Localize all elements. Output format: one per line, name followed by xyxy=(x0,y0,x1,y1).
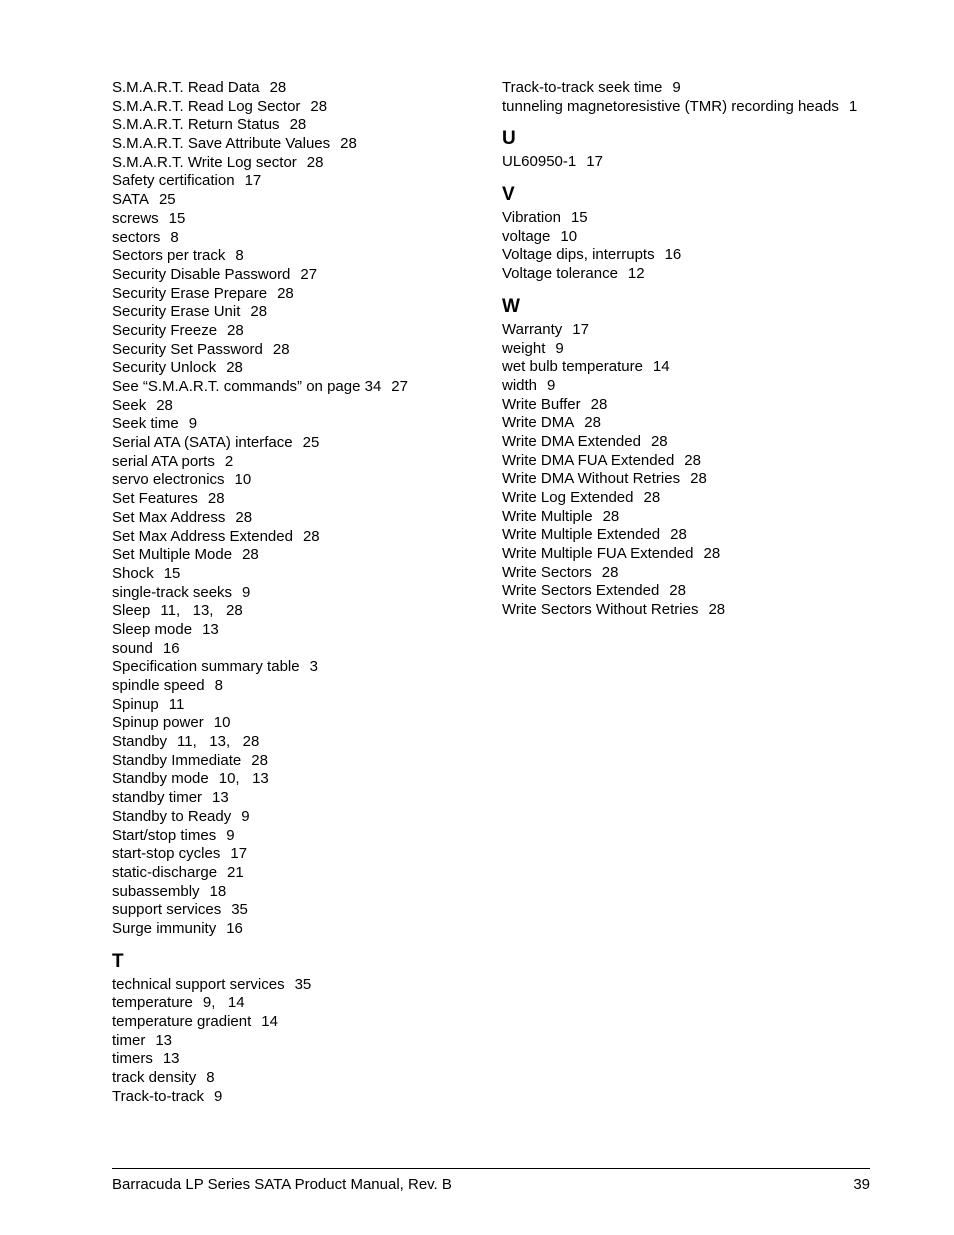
index-entry xyxy=(112,172,482,191)
index-term: S.M.A.R.T. Read Data xyxy=(112,79,260,96)
index-term: timers xyxy=(112,1050,153,1068)
index-entry xyxy=(502,98,882,117)
index-page-ref: 12 xyxy=(627,265,645,283)
index-entry xyxy=(112,640,482,659)
index-page-ref: 9 xyxy=(226,826,235,844)
index-term: static-discharge xyxy=(112,863,218,881)
index-entry xyxy=(502,396,882,415)
index-entry xyxy=(112,303,482,322)
index-term: S.M.A.R.T. Save Attribute Values xyxy=(112,135,331,153)
index-term: Write Multiple FUA Extended xyxy=(502,545,694,563)
index-term: support services xyxy=(112,901,222,919)
index-entry xyxy=(112,770,482,789)
index-entry xyxy=(502,377,882,396)
index-term: sectors xyxy=(112,228,161,246)
index-term: standby timer xyxy=(112,789,203,807)
index-page-ref: 28 xyxy=(590,395,608,413)
index-entry xyxy=(502,246,882,265)
index-page-ref: 10 xyxy=(234,471,252,489)
index-page-ref: 28 xyxy=(306,153,324,171)
index-page-ref: 9 xyxy=(672,79,681,96)
index-page-ref: 28 xyxy=(156,396,173,414)
index-entry xyxy=(112,901,482,920)
index-entry xyxy=(502,228,882,247)
index-page-ref: 10, 13 xyxy=(218,770,269,788)
index-entry xyxy=(112,490,482,509)
index-entry xyxy=(112,229,482,248)
index-term: Safety certification xyxy=(112,172,235,190)
index-term: Security Unlock xyxy=(112,359,217,377)
index-term: Spinup power xyxy=(112,714,204,732)
index-page-ref: 25 xyxy=(158,191,176,209)
index-term: Set Features xyxy=(112,490,198,508)
index-entry xyxy=(502,582,882,601)
index-page-ref: 9 xyxy=(555,339,564,357)
index-entry xyxy=(112,341,482,360)
index-entry xyxy=(112,528,482,547)
index-term: See “S.M.A.R.T. commands” on page 34 xyxy=(112,378,382,395)
index-entry xyxy=(502,321,882,340)
index-letter-heading: T xyxy=(112,950,124,972)
index-page-ref: 17 xyxy=(586,153,603,171)
index-column-right xyxy=(502,79,882,620)
index-entry xyxy=(112,677,482,696)
index-page-ref: 15 xyxy=(570,209,588,227)
index-page-ref: 10 xyxy=(560,227,578,245)
index-entry xyxy=(112,546,482,565)
index-term: Warranty xyxy=(502,320,563,338)
index-page-ref: 18 xyxy=(209,882,227,900)
index-term: Sleep xyxy=(112,602,151,620)
index-page-ref: 28 xyxy=(269,79,287,96)
index-entry xyxy=(112,752,482,771)
index-page-ref: 28 xyxy=(684,451,701,469)
index-page-ref: 28 xyxy=(690,470,707,488)
index-page-ref: 27 xyxy=(300,265,318,283)
index-term: Set Max Address Extended xyxy=(112,527,293,545)
index-page-ref: 28 xyxy=(289,116,307,134)
index-page-ref: 16 xyxy=(162,639,180,657)
index-page-ref: 13 xyxy=(202,620,219,638)
index-page-ref: 3 xyxy=(309,658,318,676)
index-entry xyxy=(112,808,482,827)
index-entry xyxy=(112,1032,482,1051)
index-letter-heading: U xyxy=(502,128,516,150)
index-page-ref: 21 xyxy=(227,863,244,881)
index-entry xyxy=(502,545,882,564)
index-term: wet bulb temperature xyxy=(502,358,643,376)
index-term: temperature gradient xyxy=(112,1013,252,1030)
index-page-ref: 8 xyxy=(206,1069,215,1087)
index-entry xyxy=(502,433,882,452)
index-entry xyxy=(112,976,482,995)
index-page-ref: 13 xyxy=(155,1031,173,1049)
index-term: timer xyxy=(112,1031,146,1049)
index-entry xyxy=(502,358,882,377)
index-term: Standby to Ready xyxy=(112,807,232,825)
index-entry xyxy=(112,397,482,416)
index-entry xyxy=(112,98,482,117)
index-page-ref: 16 xyxy=(226,919,243,937)
index-entry xyxy=(112,509,482,528)
index-entry xyxy=(112,285,482,304)
index-page-ref: 27 xyxy=(391,378,408,395)
index-term: screws xyxy=(112,209,159,227)
index-term: Write Multiple xyxy=(502,507,593,525)
index-entry xyxy=(502,526,882,545)
index-entry xyxy=(502,508,882,527)
index-page-ref: 25 xyxy=(302,434,320,452)
index-entry xyxy=(502,153,882,172)
index-entry xyxy=(112,453,482,472)
index-entry xyxy=(112,210,482,229)
index-term: S.M.A.R.T. Return Status xyxy=(112,116,280,134)
index-page-ref: 8 xyxy=(170,228,179,246)
index-term: servo electronics xyxy=(112,471,225,489)
index-column-left xyxy=(112,79,482,1106)
index-page-ref: 28 xyxy=(227,321,244,339)
index-page-ref: 28 xyxy=(302,527,320,545)
index-page-ref: 28 xyxy=(242,546,259,564)
index-page-ref: 8 xyxy=(235,247,244,265)
index-entry xyxy=(502,340,882,359)
index-page-ref: 28 xyxy=(226,359,243,377)
index-page-ref: 15 xyxy=(163,564,181,582)
index-entry xyxy=(112,733,482,752)
index-term: Write Sectors Extended xyxy=(502,582,660,600)
index-term: Set Multiple Mode xyxy=(112,546,233,564)
index-entry xyxy=(502,265,882,284)
index-page-ref: 28 xyxy=(703,545,721,563)
footer-title: Barracuda LP Series SATA Product Manual, Rev. B xyxy=(112,1176,452,1193)
index-term: Set Max Address xyxy=(112,508,226,526)
index-entry xyxy=(502,452,882,471)
index-entry xyxy=(112,434,482,453)
index-page-ref: 28 xyxy=(602,507,620,525)
index-page-ref: 28 xyxy=(650,432,668,450)
index-entry xyxy=(502,601,882,620)
index-term: Security Disable Password xyxy=(112,265,291,283)
index-term: temperature xyxy=(112,994,193,1012)
index-entry xyxy=(112,864,482,883)
index-term: subassembly xyxy=(112,882,200,900)
index-term: Write DMA Without Retries xyxy=(502,470,681,488)
index-term: Track-to-track seek time xyxy=(502,79,663,96)
index-entry xyxy=(502,489,882,508)
index-page-ref: 28 xyxy=(340,135,357,153)
index-entry xyxy=(112,789,482,808)
index-term: Write DMA xyxy=(502,414,575,432)
index-term: Write Sectors xyxy=(502,563,592,581)
index-entry xyxy=(112,565,482,584)
index-term: Write DMA FUA Extended xyxy=(502,451,675,469)
index-page-ref: 11, 13, 28 xyxy=(160,602,243,620)
index-page-ref: 9 xyxy=(547,376,556,394)
index-entry xyxy=(502,414,882,433)
index-entry xyxy=(112,658,482,677)
index-entry xyxy=(112,79,482,98)
index-page-ref: 17 xyxy=(230,845,248,863)
index-term: Specification summary table xyxy=(112,658,300,676)
index-term: Security Freeze xyxy=(112,321,218,339)
index-page-ref: 14 xyxy=(261,1013,278,1030)
index-term: technical support services xyxy=(112,975,285,993)
footer-page-number: 39 xyxy=(853,1176,870,1193)
index-term: Security Set Password xyxy=(112,340,263,358)
index-page-ref: 9 xyxy=(213,1087,223,1105)
index-page-ref: 16 xyxy=(664,246,682,264)
index-term: Write Sectors Without Retries xyxy=(502,601,699,619)
index-page-ref: 2 xyxy=(224,452,234,470)
index-page-ref: 8 xyxy=(214,677,223,694)
index-page-ref: 1 xyxy=(848,97,858,115)
index-entry xyxy=(112,714,482,733)
index-term: S.M.A.R.T. Read Log Sector xyxy=(112,97,301,115)
index-term: weight xyxy=(502,339,546,357)
index-term: start-stop cycles xyxy=(112,845,221,863)
index-entry xyxy=(112,1088,482,1107)
index-page-ref: 28 xyxy=(669,582,686,600)
index-page-ref: 14 xyxy=(652,358,670,376)
index-page-ref: 28 xyxy=(708,601,726,619)
index-page-ref: 35 xyxy=(294,975,312,993)
index-page-ref: 28 xyxy=(207,490,225,508)
index-term: width xyxy=(502,376,538,394)
index-page-ref: 28 xyxy=(310,97,328,115)
index-page-ref: 28 xyxy=(670,526,687,544)
index-page-ref: 28 xyxy=(250,303,268,321)
index-term: Serial ATA (SATA) interface xyxy=(112,434,293,452)
index-page-ref: 28 xyxy=(643,489,661,506)
index-term: Seek time xyxy=(112,415,179,433)
index-entry xyxy=(112,247,482,266)
index-page-ref: 28 xyxy=(235,508,253,526)
index-term: Shock xyxy=(112,564,154,582)
index-term: voltage xyxy=(502,227,551,245)
index-page-ref: 35 xyxy=(231,901,248,919)
index-term: Vibration xyxy=(502,209,561,227)
index-page-ref: 28 xyxy=(601,563,619,581)
index-entry xyxy=(502,209,882,228)
index-letter-heading: W xyxy=(502,295,520,317)
index-term: Sectors per track xyxy=(112,247,226,265)
index-term: Security Erase Prepare xyxy=(112,284,268,302)
index-entry xyxy=(112,266,482,285)
index-term: Start/stop times xyxy=(112,826,217,844)
footer-divider xyxy=(112,1168,870,1169)
index-entry xyxy=(112,359,482,378)
index-page-ref: 17 xyxy=(244,172,262,190)
index-term: track density xyxy=(112,1069,197,1087)
index-entry xyxy=(112,1050,482,1069)
index-entry xyxy=(112,845,482,864)
index-page-ref: 13 xyxy=(212,789,229,807)
index-term: Standby Immediate xyxy=(112,751,242,769)
index-term: Sleep mode xyxy=(112,620,193,638)
index-term: Seek xyxy=(112,396,147,414)
index-page-ref: 9 xyxy=(188,415,198,433)
index-term: Standby mode xyxy=(112,770,209,788)
index-page-ref: 9 xyxy=(242,583,251,601)
index-entry xyxy=(112,322,482,341)
index-entry xyxy=(112,378,482,397)
index-page-ref: 28 xyxy=(584,414,601,432)
index-entry xyxy=(112,135,482,154)
index-term: SATA xyxy=(112,191,149,209)
index-entry xyxy=(112,154,482,173)
index-entry xyxy=(112,191,482,210)
index-term: sound xyxy=(112,639,153,657)
index-term: Spinup xyxy=(112,695,159,713)
index-term: Track-to-track xyxy=(112,1087,204,1105)
index-entry xyxy=(112,116,482,135)
index-page-ref: 11, 13, 28 xyxy=(177,733,260,751)
index-page-ref: 15 xyxy=(168,209,186,227)
index-entry xyxy=(112,471,482,490)
index-page-ref: 9 xyxy=(241,807,250,825)
index-term: Write Log Extended xyxy=(502,489,634,506)
index-entry xyxy=(112,920,482,939)
index-page-ref: 28 xyxy=(251,751,268,769)
index-page-ref: 13 xyxy=(162,1050,180,1068)
index-entry xyxy=(112,415,482,434)
index-entry xyxy=(112,1013,482,1032)
index-term: tunneling magnetoresistive (TMR) recording heads xyxy=(502,97,839,115)
index-term: Write DMA Extended xyxy=(502,432,641,450)
index-term: serial ATA ports xyxy=(112,452,215,470)
index-entry xyxy=(112,602,482,621)
index-entry xyxy=(112,584,482,603)
index-entry xyxy=(112,994,482,1013)
index-entry xyxy=(112,621,482,640)
index-page-ref: 17 xyxy=(572,320,589,338)
index-term: Voltage tolerance xyxy=(502,265,618,283)
index-term: spindle speed xyxy=(112,677,205,694)
index-term: Voltage dips, interrupts xyxy=(502,246,655,264)
index-term: UL60950-1 xyxy=(502,153,577,171)
index-entry xyxy=(112,827,482,846)
index-letter-heading: V xyxy=(502,184,515,206)
index-term: Security Erase Unit xyxy=(112,303,241,321)
index-term: single-track seeks xyxy=(112,583,233,601)
index-entry xyxy=(502,470,882,489)
index-term: S.M.A.R.T. Write Log sector xyxy=(112,153,297,171)
index-entry xyxy=(112,883,482,902)
index-term: Write Buffer xyxy=(502,395,581,413)
index-page-ref: 28 xyxy=(277,284,294,302)
index-page-ref: 9, 14 xyxy=(202,994,245,1012)
index-term: Write Multiple Extended xyxy=(502,526,661,544)
index-term: Standby xyxy=(112,733,168,751)
index-page-ref: 28 xyxy=(272,340,290,358)
index-entry xyxy=(502,564,882,583)
index-entry xyxy=(112,696,482,715)
index-term: Surge immunity xyxy=(112,919,217,937)
index-entry xyxy=(502,79,882,98)
index-entry xyxy=(112,1069,482,1088)
index-page-ref: 10 xyxy=(213,714,231,732)
index-page-ref: 11 xyxy=(168,695,185,713)
